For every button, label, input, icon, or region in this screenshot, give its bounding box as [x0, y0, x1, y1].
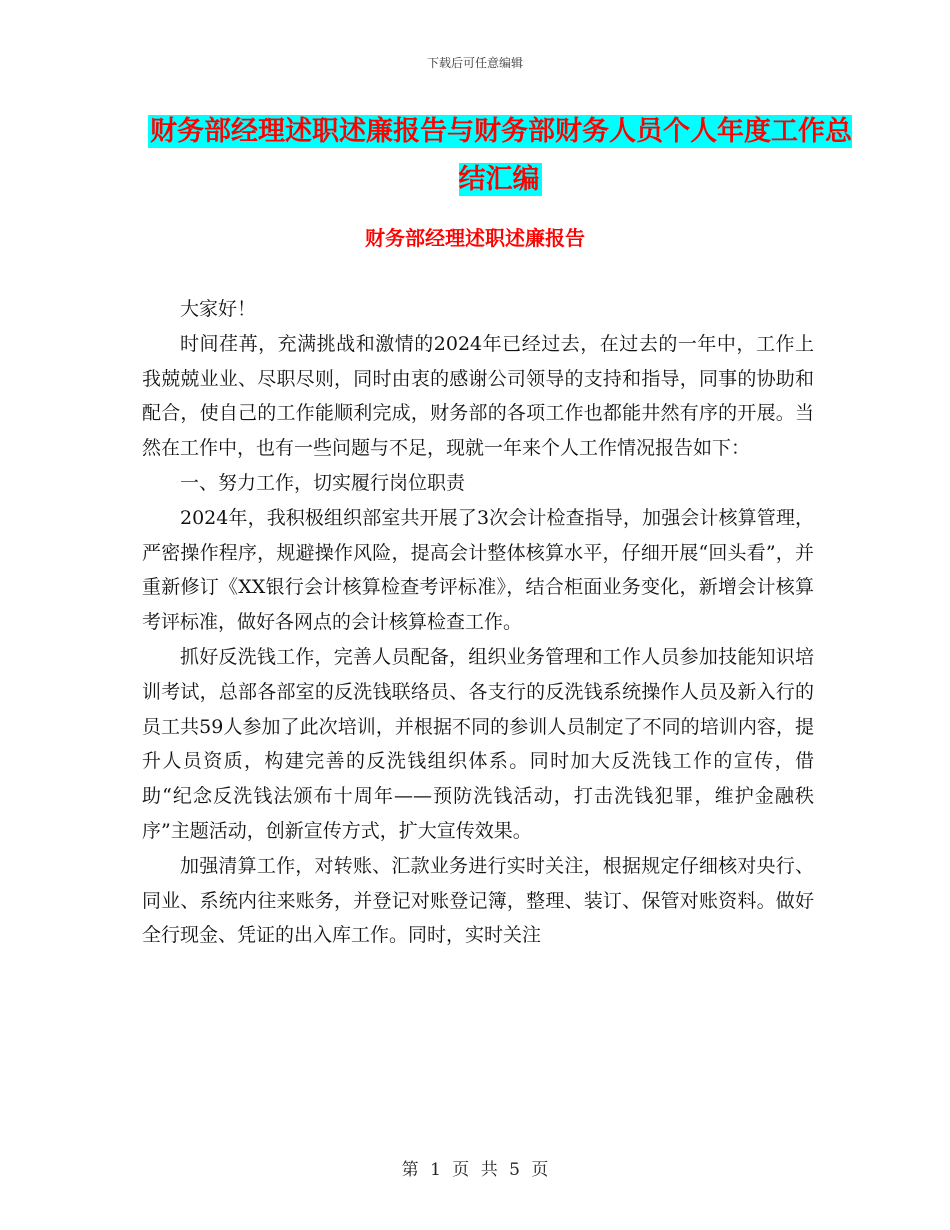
main-title-text: 财务部经理述职述廉报告与财务部财务人员个人年度工作总结汇编 — [150, 116, 852, 195]
document-sub-title: 财务部经理述职述廉报告 — [365, 226, 585, 250]
paragraph-clearing: 加强清算工作，对转账、汇款业务进行实时关注，根据规定仔细核对央行、同业、系统内往来账务，并登记对账登记簿，整理、装订、保管对账资料。做好全行现金、凭证的出入库工作。同时，实时关注 — [142, 854, 814, 947]
document-main-title — [140, 108, 860, 204]
page-number: 第 1 页 共 5 页 — [401, 1160, 549, 1180]
document-body — [142, 292, 814, 953]
paragraph-accounting-check: 2024年，我积极组织部室共开展了3次会计检查指导，加强会计核算管理，严密操作程序，规避操作风险，提高会计整体核算水平，仔细开展“回头看”，并重新修订《XX银行会计核算检查考评标准》，结合柜面业务变化，新增会计核算考评标准，做好各网点的会计核算检查工作。 — [142, 506, 814, 634]
paragraph-intro: 时间荏苒，充满挑战和激情的2024年已经过去，在过去的一年中，工作上我兢兢业业、尽职尽则，同时由衷的感谢公司领导的支持和指导，同事的协助和配合，使自己的工作能顺利完成，财务部的各项工作也都能井然有序的开展。当然在工作中，也有一些问题与不足，现就一年来个人工作情况报告如下： — [142, 332, 814, 460]
section-heading-1: 一、努力工作，切实履行岗位职责 — [180, 471, 466, 494]
paragraph-anti-money-laundering: 抓好反洗钱工作，完善人员配备，组织业务管理和工作人员参加技能知识培训考试，总部各部室的反洗钱联络员、各支行的反洗钱系统操作人员及新入行的员工共59人参加了此次培训，并根据不同的参训人员制定了不同的培训内容，提升人员资质，构建完善的反洗钱组织体系。同时加大反洗钱工作的宣传，借助“纪念反洗钱法颁布十周年——预防洗钱活动，打击洗钱犯罪，维护金融秩序”主题活动，创新宣传方式，扩大宣传效果。 — [142, 645, 814, 842]
paragraph-greeting: 大家好！ — [180, 298, 257, 320]
header-note: 下载后可任意编辑 — [426, 56, 523, 70]
